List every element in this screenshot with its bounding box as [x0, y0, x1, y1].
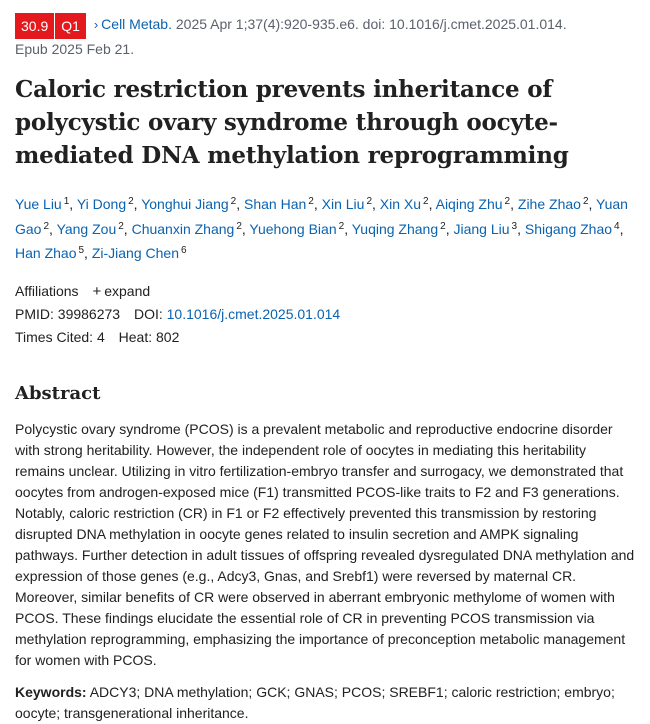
abstract-text: Polycystic ovary syndrome (PCOS) is a prevalent metabolic and reproductive endocrine disorder with strong heritability. However, the independent role of oocytes in mediating this heritability remains unclear. Utilizing in vitro fertilization-embryo transfer and surrogacy, we demonstrated that oocytes from androgen-exposed mice (F1) transmitted PCOS-like traits to F2 and F3 generations. Notably, caloric restriction (CR) in F1 or F2 effectively prevented this transmission by restoring disrupted DNA methylation in oocyte genes related to insulin secretion and AMPK signaling pathways. Further detection in adult tissues of offspring revealed dysregulated DNA methylation and expression of those genes (e.g., Adcy3, Gnas, and Srebf1) were reversed by maternal CR. Moreover, similar benefits of CR were observed in aberrant embryonic methylome of women with PCOS. These findings elucidate the essential role of CR in preventing PCOS transmission via methylation reprogramming, emphasizing the importance of preconception metabolic management for women with PCOS.: [15, 420, 635, 668]
author-affiliation-number[interactable]: 2: [440, 220, 446, 232]
pmid-label: PMID:: [15, 305, 54, 322]
author-item: [518, 196, 589, 212]
keywords: [15, 682, 637, 724]
author-item: [15, 196, 69, 212]
author-name-link[interactable]: Xin Liu: [321, 196, 365, 212]
plus-icon: +: [92, 282, 102, 300]
author-name-link[interactable]: Zi-Jiang Chen: [91, 245, 179, 261]
times-cited-label: Times Cited:: [15, 328, 94, 345]
author-name-link[interactable]: Yuehong Bian: [249, 220, 337, 237]
author-affiliation-number[interactable]: 3: [511, 220, 518, 232]
author-item: [453, 221, 517, 237]
author-item: [57, 221, 124, 237]
author-name-link[interactable]: Yuan Gao: [15, 196, 628, 237]
author-item: [322, 196, 372, 212]
author-affiliation-number[interactable]: 2: [308, 196, 314, 207]
author-affiliation-number[interactable]: 6: [180, 245, 187, 256]
author-item: [352, 221, 446, 237]
author-affiliation-number[interactable]: 2: [230, 196, 237, 207]
author-affiliation-number[interactable]: 2: [128, 196, 134, 207]
heat-label: Heat:: [118, 328, 153, 345]
author-item: [132, 221, 242, 237]
author-name-link[interactable]: Aiqing Zhu: [435, 196, 503, 212]
affiliations-row: [15, 280, 640, 303]
author-affiliation-number[interactable]: 1: [63, 196, 70, 207]
author-name-link[interactable]: Yonghui Jiang: [141, 196, 229, 212]
identifiers-row: [15, 303, 640, 326]
author-name-link[interactable]: Yue Liu: [15, 196, 62, 212]
expand-affiliations-button[interactable]: [82, 283, 150, 299]
author-affiliation-number[interactable]: 5: [78, 245, 85, 256]
keywords-label: Keywords:: [15, 683, 87, 700]
author-name-link[interactable]: Yang Zou: [56, 220, 117, 237]
pmid-value: 39986273: [57, 305, 121, 322]
author-item: [92, 245, 187, 261]
author-affiliation-number[interactable]: 2: [118, 220, 124, 232]
metrics-row: [15, 326, 640, 349]
author-item: [525, 221, 620, 237]
article-meta: [15, 280, 640, 349]
author-affiliation-number[interactable]: 2: [236, 220, 242, 232]
author-affiliation-number[interactable]: 2: [504, 196, 511, 207]
keywords-list: ADCY3; DNA methylation; GCK; GNAS; PCOS; SREBF1; caloric restriction; embryo; oocyte; transgenerational inheritance.: [15, 683, 615, 721]
author-name-link[interactable]: Shigang Zhao: [524, 220, 613, 237]
author-item: [141, 196, 236, 212]
times-cited-value: 4: [96, 328, 105, 345]
author-name-link[interactable]: Jiang Liu: [453, 220, 510, 237]
author-item: [436, 196, 511, 212]
author-affiliation-number[interactable]: 2: [423, 196, 429, 207]
author-name-link[interactable]: Xin Xu: [379, 196, 422, 212]
author-affiliation-number[interactable]: 2: [338, 220, 345, 232]
article-page: [15, 13, 640, 724]
author-name-link[interactable]: Yi Dong: [76, 196, 127, 212]
citation-line: [15, 13, 640, 39]
author-list: Yue Liu $^1$, Yi Dong $^2$, Yonghui Jiang $^2$, Shan Han $^2$, Xin Liu $^2$, Xin Xu $^2$, Aiqing Zhu $^2$, Zihe Zhao $^2$, Yuan Gao $^2$, Yang Zou $^2$, Chuanxin Zhang $^2$, Yuehong Bian $^2$, Yuqing Zhang $^2$, Jiang Liu $^3$, Shigang Zhao $^4$, Han Zhao $^5$, Zi-Jiang Chen $^6$: [15, 196, 628, 261]
heat-value: 802: [156, 328, 180, 345]
article-title: Caloric restriction prevents inheritance of polycystic ovary syndrome through oocyte-mediated DNA methylation reprogramming: [15, 76, 569, 169]
quartile-badge: Q1: [55, 13, 86, 39]
author-name-link[interactable]: Han Zhao: [15, 245, 77, 261]
journal-link[interactable]: Cell Metab.: [101, 16, 172, 32]
epub-date: Epub 2025 Feb 21.: [15, 41, 135, 57]
author-item: [380, 196, 429, 212]
author-item: [15, 245, 84, 261]
journal-badges: [15, 13, 86, 39]
expand-label: expand: [104, 282, 151, 299]
author-name-link[interactable]: Chuanxin Zhang: [131, 220, 235, 237]
author-affiliation-number[interactable]: 4: [614, 220, 620, 232]
author-name-link[interactable]: Zihe Zhao: [517, 196, 581, 212]
impact-factor-badge: 30.9: [15, 13, 54, 39]
chevron-right-icon: ›: [93, 17, 99, 32]
author-affiliation-number[interactable]: 2: [366, 196, 372, 207]
author-item: [244, 196, 314, 212]
author-affiliation-number[interactable]: 2: [582, 196, 589, 207]
citation-details: 2025 Apr 1;37(4):920-935.e6. doi: 10.1016/j.cmet.2025.01.014.: [171, 16, 567, 32]
doi-link[interactable]: 10.1016/j.cmet.2025.01.014: [166, 305, 341, 322]
author-name-link[interactable]: Yuqing Zhang: [351, 220, 439, 237]
author-item: [77, 196, 134, 212]
author-affiliation-number[interactable]: 2: [43, 220, 50, 232]
affiliations-label: Affiliations: [15, 282, 79, 299]
author-name-link[interactable]: Shan Han: [244, 196, 307, 212]
abstract-heading: Abstract: [15, 382, 101, 404]
author-item: [249, 221, 344, 237]
doi-label: DOI:: [133, 305, 163, 322]
